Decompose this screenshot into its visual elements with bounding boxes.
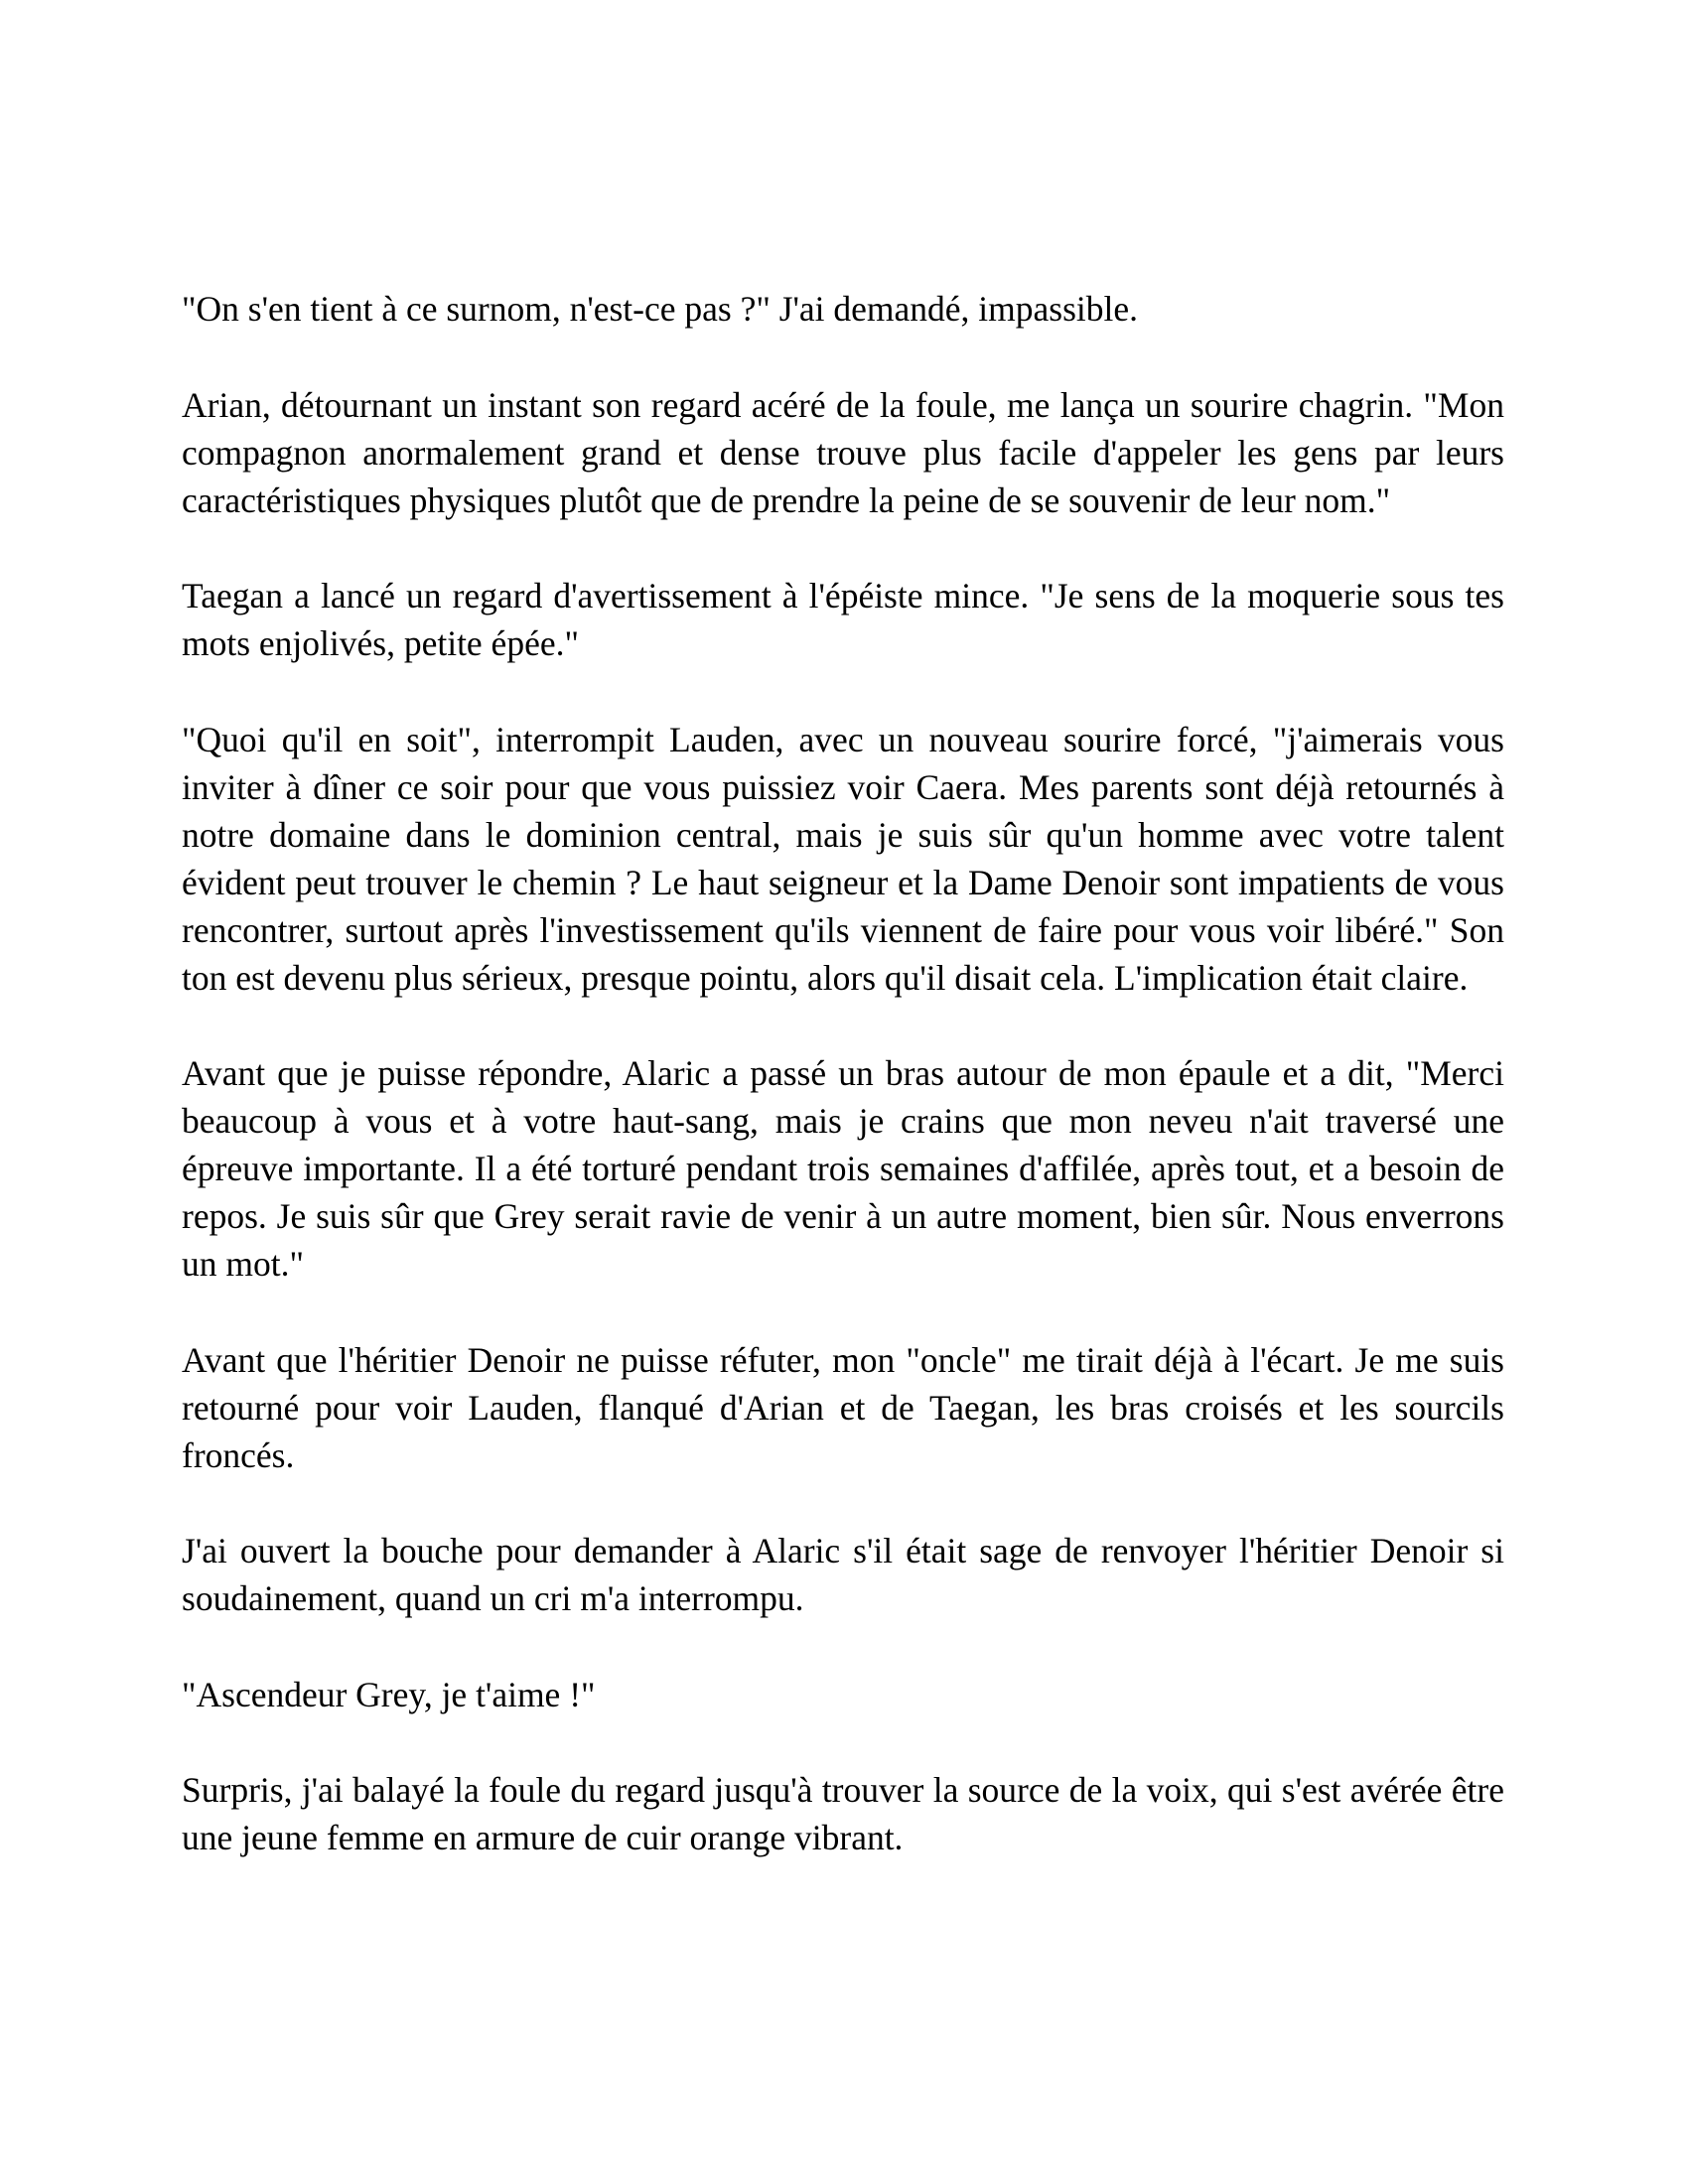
paragraph-1: "On s'en tient à ce surnom, n'est-ce pas ?" J'ai demandé, impassible. [182,289,1139,329]
paragraph-8: "Ascendeur Grey, je t'aime !" [182,1674,596,1714]
paragraph-2: Arian, détournant un instant son regard acéré de la foule, me lança un sourire chagrin. "Mon compagnon anormalement grand et dense trouve plus facile d'appeler les gens par leurs caractéristiques physiques plutôt que de prendre la peine de se souvenir de leur nom." [182,384,1504,520]
paragraph-7: J'ai ouvert la bouche pour demander à Alaric s'il était sage de renvoyer l'héritier Denoir si soudainement, quand un cri m'a interrompu. [182,1531,1504,1618]
paragraph-5: Avant que je puisse répondre, Alaric a passé un bras autour de mon épaule et a dit, "Merci beaucoup à vous et à votre haut-sang, mais je crains que mon neveu n'ait traversé une épreuve importante. Il a été torturé pendant trois semaines d'affilée, après tout, et a besoin de repos. Je suis sûr que Grey serait ravie de venir à un autre moment, bien sûr. Nous enverrons un mot." [182,1053,1504,1284]
paragraph-4: "Quoi qu'il en soit", interrompit Lauden, avec un nouveau sourire forcé, "j'aimerais vous inviter à dîner ce soir pour que vous puissiez voir Caera. Mes parents sont déjà retournés à notre domaine dans le dominion central, mais je suis sûr qu'un homme avec votre talent évident peut trouver le chemin ? Le haut seigneur et la Dame Denoir sont impatients de vous rencontrer, surtout après l'investissement qu'ils viennent de faire pour vous voir libéré." Son ton est devenu plus sérieux, presque pointu, alors qu'il disait cela. L'implication était claire. [182,719,1504,998]
document-page [182,285,1504,1910]
paragraph-3: Taegan a lancé un regard d'avertissement à l'épéiste mince. "Je sens de la moquerie sous tes mots enjolivés, petite épée." [182,576,1504,663]
paragraph-6: Avant que l'héritier Denoir ne puisse réfuter, mon "oncle" me tirait déjà à l'écart. Je me suis retourné pour voir Lauden, flanqué d'Arian et de Taegan, les bras croisés et les sourcils froncés. [182,1339,1504,1475]
paragraph-9: Surpris, j'ai balayé la foule du regard jusqu'à trouver la source de la voix, qui s'est avérée être une jeune femme en armure de cuir orange vibrant. [182,1770,1504,1857]
